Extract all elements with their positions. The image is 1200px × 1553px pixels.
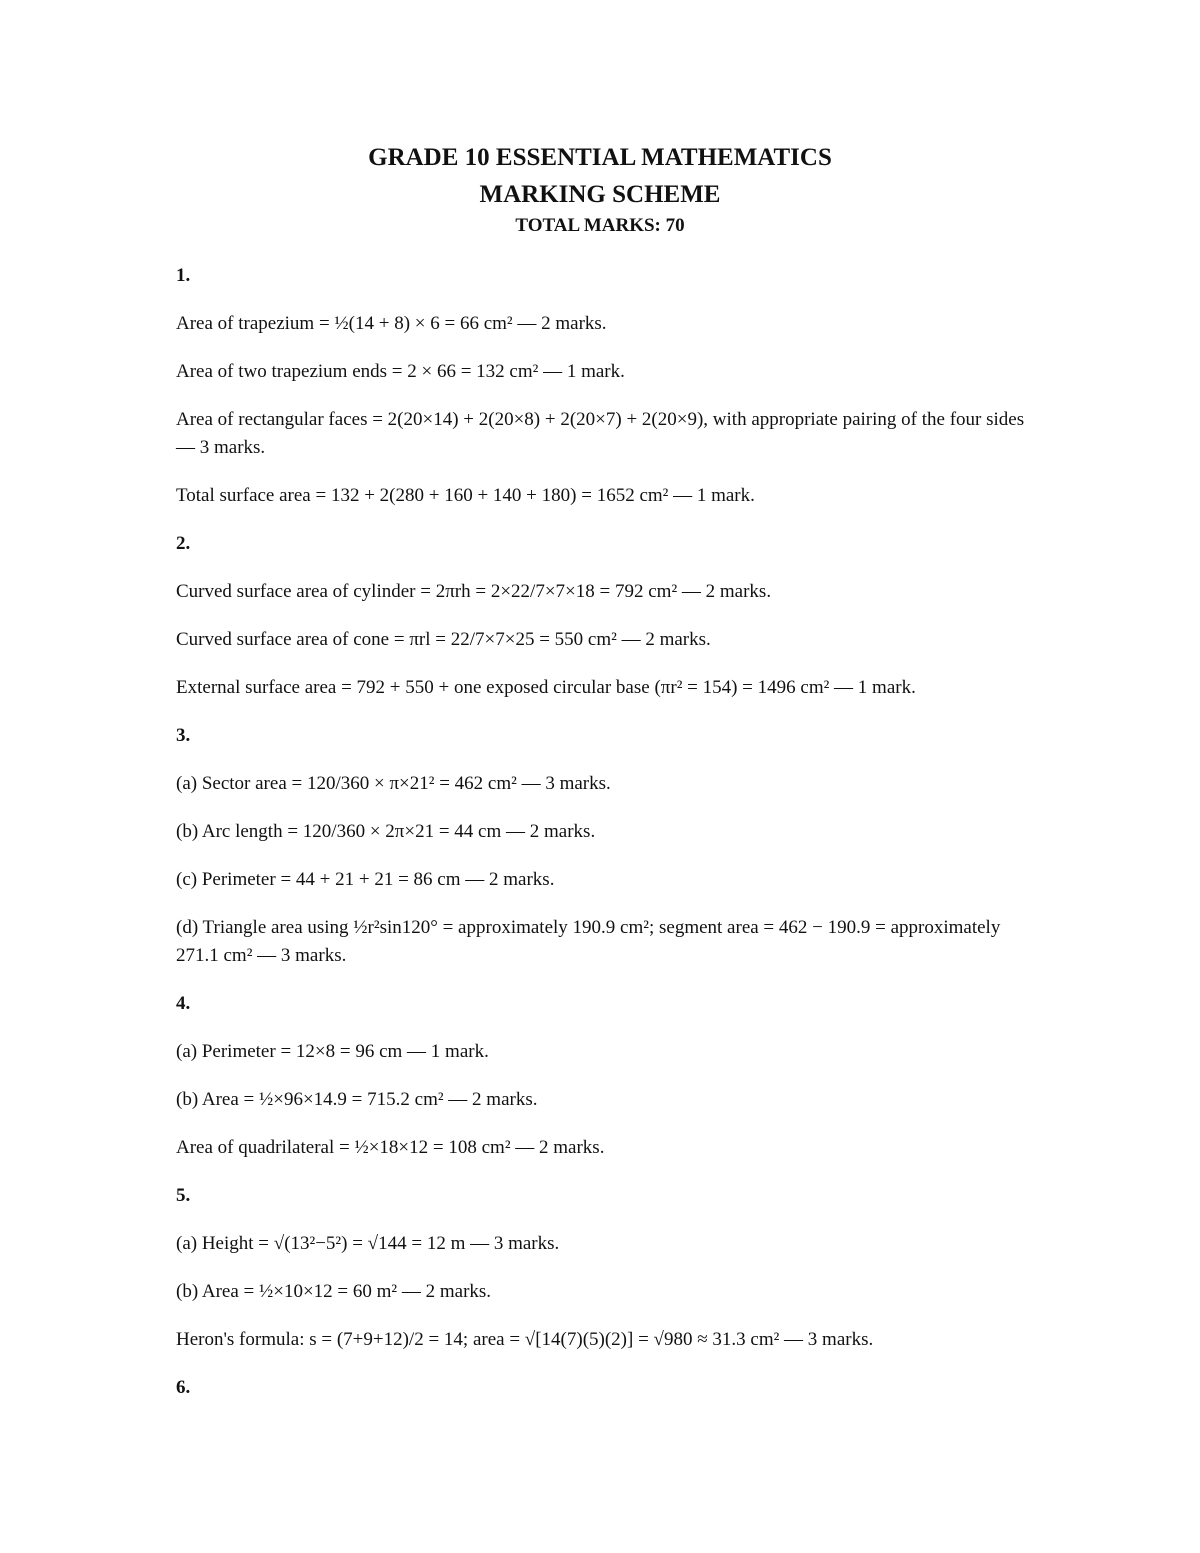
document-subtitle: MARKING SCHEME (479, 181, 721, 208)
total-marks: TOTAL MARKS: 70 (515, 215, 685, 236)
answer-line: (a) Sector area = 120/360 × π×21² = 462 cm² — 3 marks. (176, 773, 611, 794)
answer-line: (b) Area = ½×96×14.9 = 715.2 cm² — 2 marks. (176, 1089, 538, 1110)
answer-line: Area of quadrilateral = ½×18×12 = 108 cm² — 2 marks. (176, 1137, 605, 1158)
question-number: 4. (176, 993, 191, 1014)
question-number: 5. (176, 1185, 191, 1206)
answer-line: (c) Perimeter = 44 + 21 + 21 = 86 cm — 2 marks. (176, 869, 555, 890)
question-number: 3. (176, 725, 191, 746)
question-number: 6. (176, 1377, 191, 1398)
marking-scheme-body (176, 262, 1026, 1422)
answer-line: (a) Perimeter = 12×8 = 96 cm — 1 mark. (176, 1041, 489, 1062)
answer-line: Curved surface area of cone = πrl = 22/7×7×25 = 550 cm² — 2 marks. (176, 629, 711, 650)
answer-line: Curved surface area of cylinder = 2πrh = 2×22/7×7×18 = 792 cm² — 2 marks. (176, 581, 772, 602)
answer-line: Area of rectangular faces = 2(20×14) + 2(20×8) + 2(20×7) + 2(20×9), with appropriate pairing of the four sides — 3 marks. (176, 409, 1025, 458)
document-title: GRADE 10 ESSENTIAL MATHEMATICS (368, 144, 832, 171)
answer-line: Area of two trapezium ends = 2 × 66 = 132 cm² — 1 mark. (176, 361, 625, 382)
answer-line: (b) Area = ½×10×12 = 60 m² — 2 marks. (176, 1281, 492, 1302)
answer-line: External surface area = 792 + 550 + one exposed circular base (πr² = 154) = 1496 cm² — 1 mark. (176, 677, 916, 698)
answer-line: (d) Triangle area using ½r²sin120° = approximately 190.9 cm²; segment area = 462 − 190.9 = approximately 271.1 cm² — 3 marks. (176, 917, 1001, 966)
question-number: 2. (176, 533, 191, 554)
answer-line: (a) Height = √(13²−5²) = √144 = 12 m — 3 marks. (176, 1233, 560, 1254)
answer-line: Total surface area = 132 + 2(280 + 160 + 140 + 180) = 1652 cm² — 1 mark. (176, 485, 755, 506)
question-number: 1. (176, 265, 191, 286)
answer-line: Area of trapezium = ½(14 + 8) × 6 = 66 cm² — 2 marks. (176, 313, 607, 334)
answer-line: (b) Arc length = 120/360 × 2π×21 = 44 cm — 2 marks. (176, 821, 596, 842)
answer-line: Heron's formula: s = (7+9+12)/2 = 14; area = √[14(7)(5)(2)] = √980 ≈ 31.3 cm² — 3 marks. (176, 1329, 874, 1350)
